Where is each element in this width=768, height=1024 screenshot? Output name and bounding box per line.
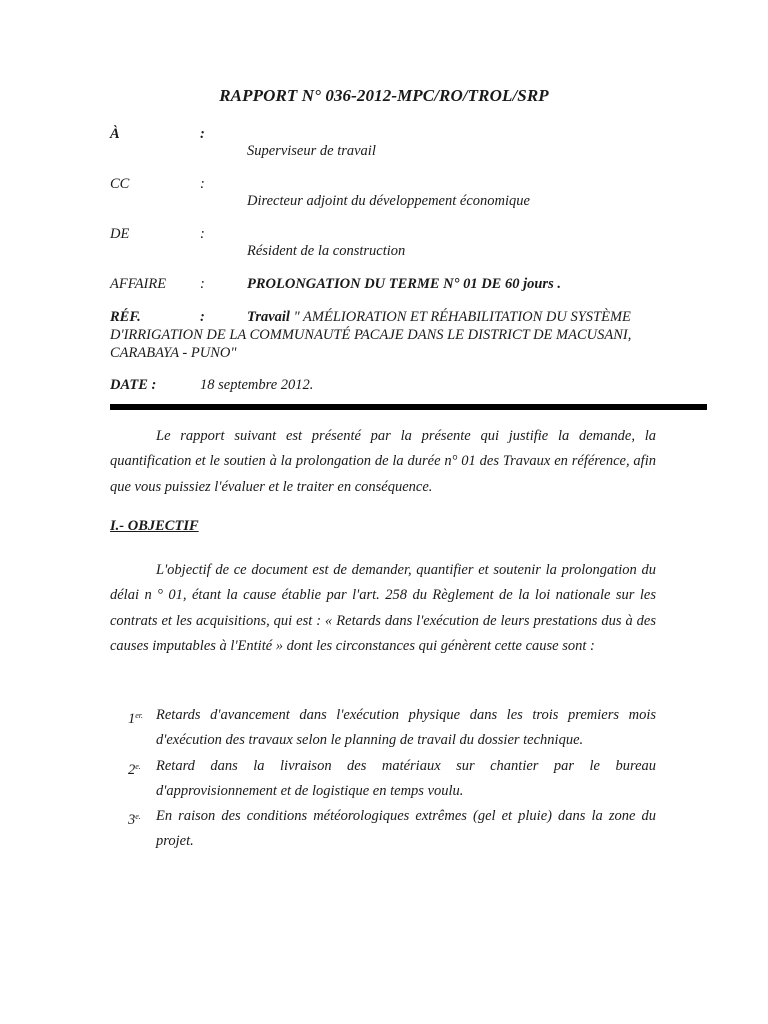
reference-lead: Travail xyxy=(247,309,290,325)
list-item-number: $1^{er.}$ xyxy=(128,711,144,727)
subject-colon: : xyxy=(200,276,205,292)
reference-label: RÉF. xyxy=(110,309,141,325)
to-label: À xyxy=(110,126,120,142)
date-value: 18 septembre 2012. xyxy=(200,377,314,393)
list-item xyxy=(110,804,656,855)
cc-colon: : xyxy=(200,176,205,192)
subject-label: AFFAIRE xyxy=(110,276,167,292)
reference-value: " AMÉLIORATION ET RÉHABILITATION DU SYSTÈME D'IRRIGATION DE LA COMMUNAUTÉ PACAJE DANS LE DISTRICT DE MACUSANI, CARABAYA - PUNO" xyxy=(110,309,632,361)
causes-list xyxy=(110,703,656,855)
list-item-text: En raison des conditions météorologiques extrêmes (gel et pluie) dans la zone du projet. xyxy=(156,808,656,850)
from-value: Résident de la construction xyxy=(247,243,406,259)
subject-value: PROLONGATION DU TERME N° 01 DE 60 jours . xyxy=(247,276,561,292)
intro-paragraph: Le rapport suivant est présenté par la présente qui justifie la demande, la quantification et le soutien à la prolongation de la durée n° 01 des Travaux en référence, afin que vous puissiez l'évaluer et le traiter en conséquence. xyxy=(110,428,656,495)
from-colon: : xyxy=(200,226,205,242)
reference-colon: : xyxy=(200,309,205,325)
from-label: DE xyxy=(110,226,130,242)
to-colon: : xyxy=(200,126,205,142)
date-label: DATE : xyxy=(110,377,157,393)
reference-block xyxy=(110,308,670,362)
list-item-number: $3^{e.}$ xyxy=(128,812,141,829)
section-title-objectif: I.- OBJECTIF xyxy=(110,518,199,534)
list-item-text: Retards d'avancement dans l'exécution physique dans les trois premiers mois d'exécution des travaux selon le planning de travail du dossier technique. xyxy=(156,707,656,749)
header-divider xyxy=(110,404,707,410)
to-value: Superviseur de travail xyxy=(247,143,376,159)
cc-value: Directeur adjoint du développement économique xyxy=(247,193,530,209)
list-item-text: Retard dans la livraison des matériaux sur chantier par le bureau d'approvisionnement et de logistique en temps voulu. xyxy=(156,757,656,799)
objective-paragraph: L'objectif de ce document est de demander, quantifier et soutenir la prolongation du délai n ° 01, étant la cause établie par l'art. 258 du Règlement de la loi nationale sur les contrats et les acquisitions, qui est : « Retards dans l'exécution de leurs prestations dus à des causes imputables à l'Entité » dont les circonstances qui génèrent cette cause sont : xyxy=(110,562,656,654)
list-item xyxy=(110,754,656,805)
list-item xyxy=(110,703,656,754)
list-item-number: $2^{e.}$ xyxy=(128,761,141,778)
cc-label: CC xyxy=(110,176,130,192)
report-title: RAPPORT N° 036-2012-MPC/RO/TROL/SRP xyxy=(219,86,549,105)
